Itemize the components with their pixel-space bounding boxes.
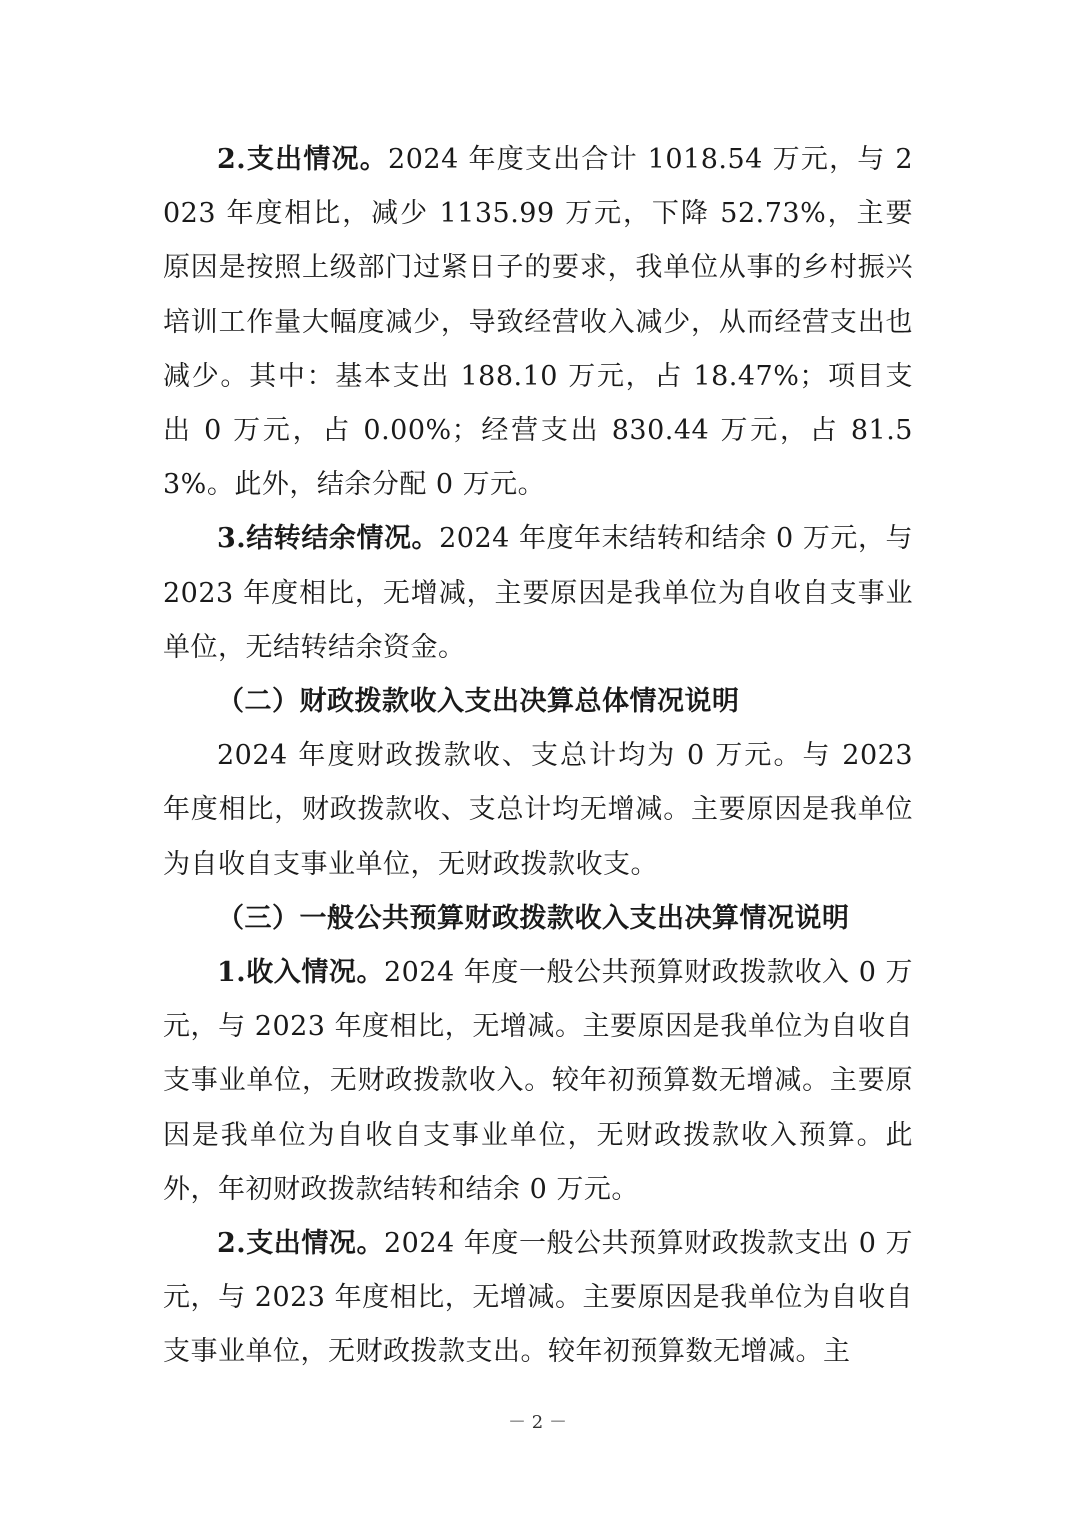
paragraph-general-expenditure [163, 1217, 913, 1380]
paragraph-text: 2024 年度一般公共预算财政拨款支出 0 万元，与 2023 年度相比，无增减。主要原因是我单位为自收自支事业单位，无财政拨款支出。较年初预算数无增减。主 [163, 1228, 914, 1368]
section-heading-3: （三）一般公共预算财政拨款收入支出决算情况说明 [217, 902, 850, 934]
paragraph-lead: 2.支出情况。 [217, 144, 389, 175]
paragraph-lead: 3.结转结余情况。 [217, 523, 440, 555]
paragraph-lead: 1.收入情况。 [217, 957, 384, 989]
section-heading-2: （二）财政拨款收入支出决算总体情况说明 [217, 686, 740, 718]
paragraph-general-income [163, 946, 913, 1217]
document-body [163, 133, 913, 1380]
paragraph-text: 2024 年度一般公共预算财政拨款收入 0 万元，与 2023 年度相比，无增减。主要原因是我单位为自收自支事业单位，无财政拨款收入。较年初预算数无增减。主要原因是我单位为自收自支事业单位，无财政拨款收入预算。此外，年初财政拨款结转和结余 0 万元。 [163, 957, 914, 1205]
page-number: － 2 － [508, 1412, 567, 1433]
paragraph-text: 2024 年度支出合计 1018.54 万元，与 2023 年度相比，减少 1135.99 万元，下降 52.73%，主要原因是按照上级部门过紧日子的要求，我单位从事的乡村振兴培训工作量大幅度减少，导致经营收入减少，从而经营支出也减少。其中：基本支出 188.10 万元，占 18.47%；项目支出 0 万元，占 0.00%；经营支出 830.44 万元，占 81.53%。此外，结余分配 0 万元。 [163, 144, 914, 501]
paragraph-fiscal-overview: 2024 年度财政拨款收、支总计均为 0 万元。与 2023 年度相比，财政拨款收、支总计均无增减。主要原因是我单位为自收自支事业单位，无财政拨款收支。 [163, 740, 913, 880]
paragraph-carryover [163, 512, 913, 675]
paragraph-text: 2024 年度年末结转和结余 0 万元，与 2023 年度相比，无增减，主要原因是我单位为自收自支事业单位，无结转结余资金。 [163, 523, 914, 663]
paragraph-lead: 2.支出情况。 [217, 1228, 384, 1260]
paragraph-expenditure [163, 133, 913, 512]
